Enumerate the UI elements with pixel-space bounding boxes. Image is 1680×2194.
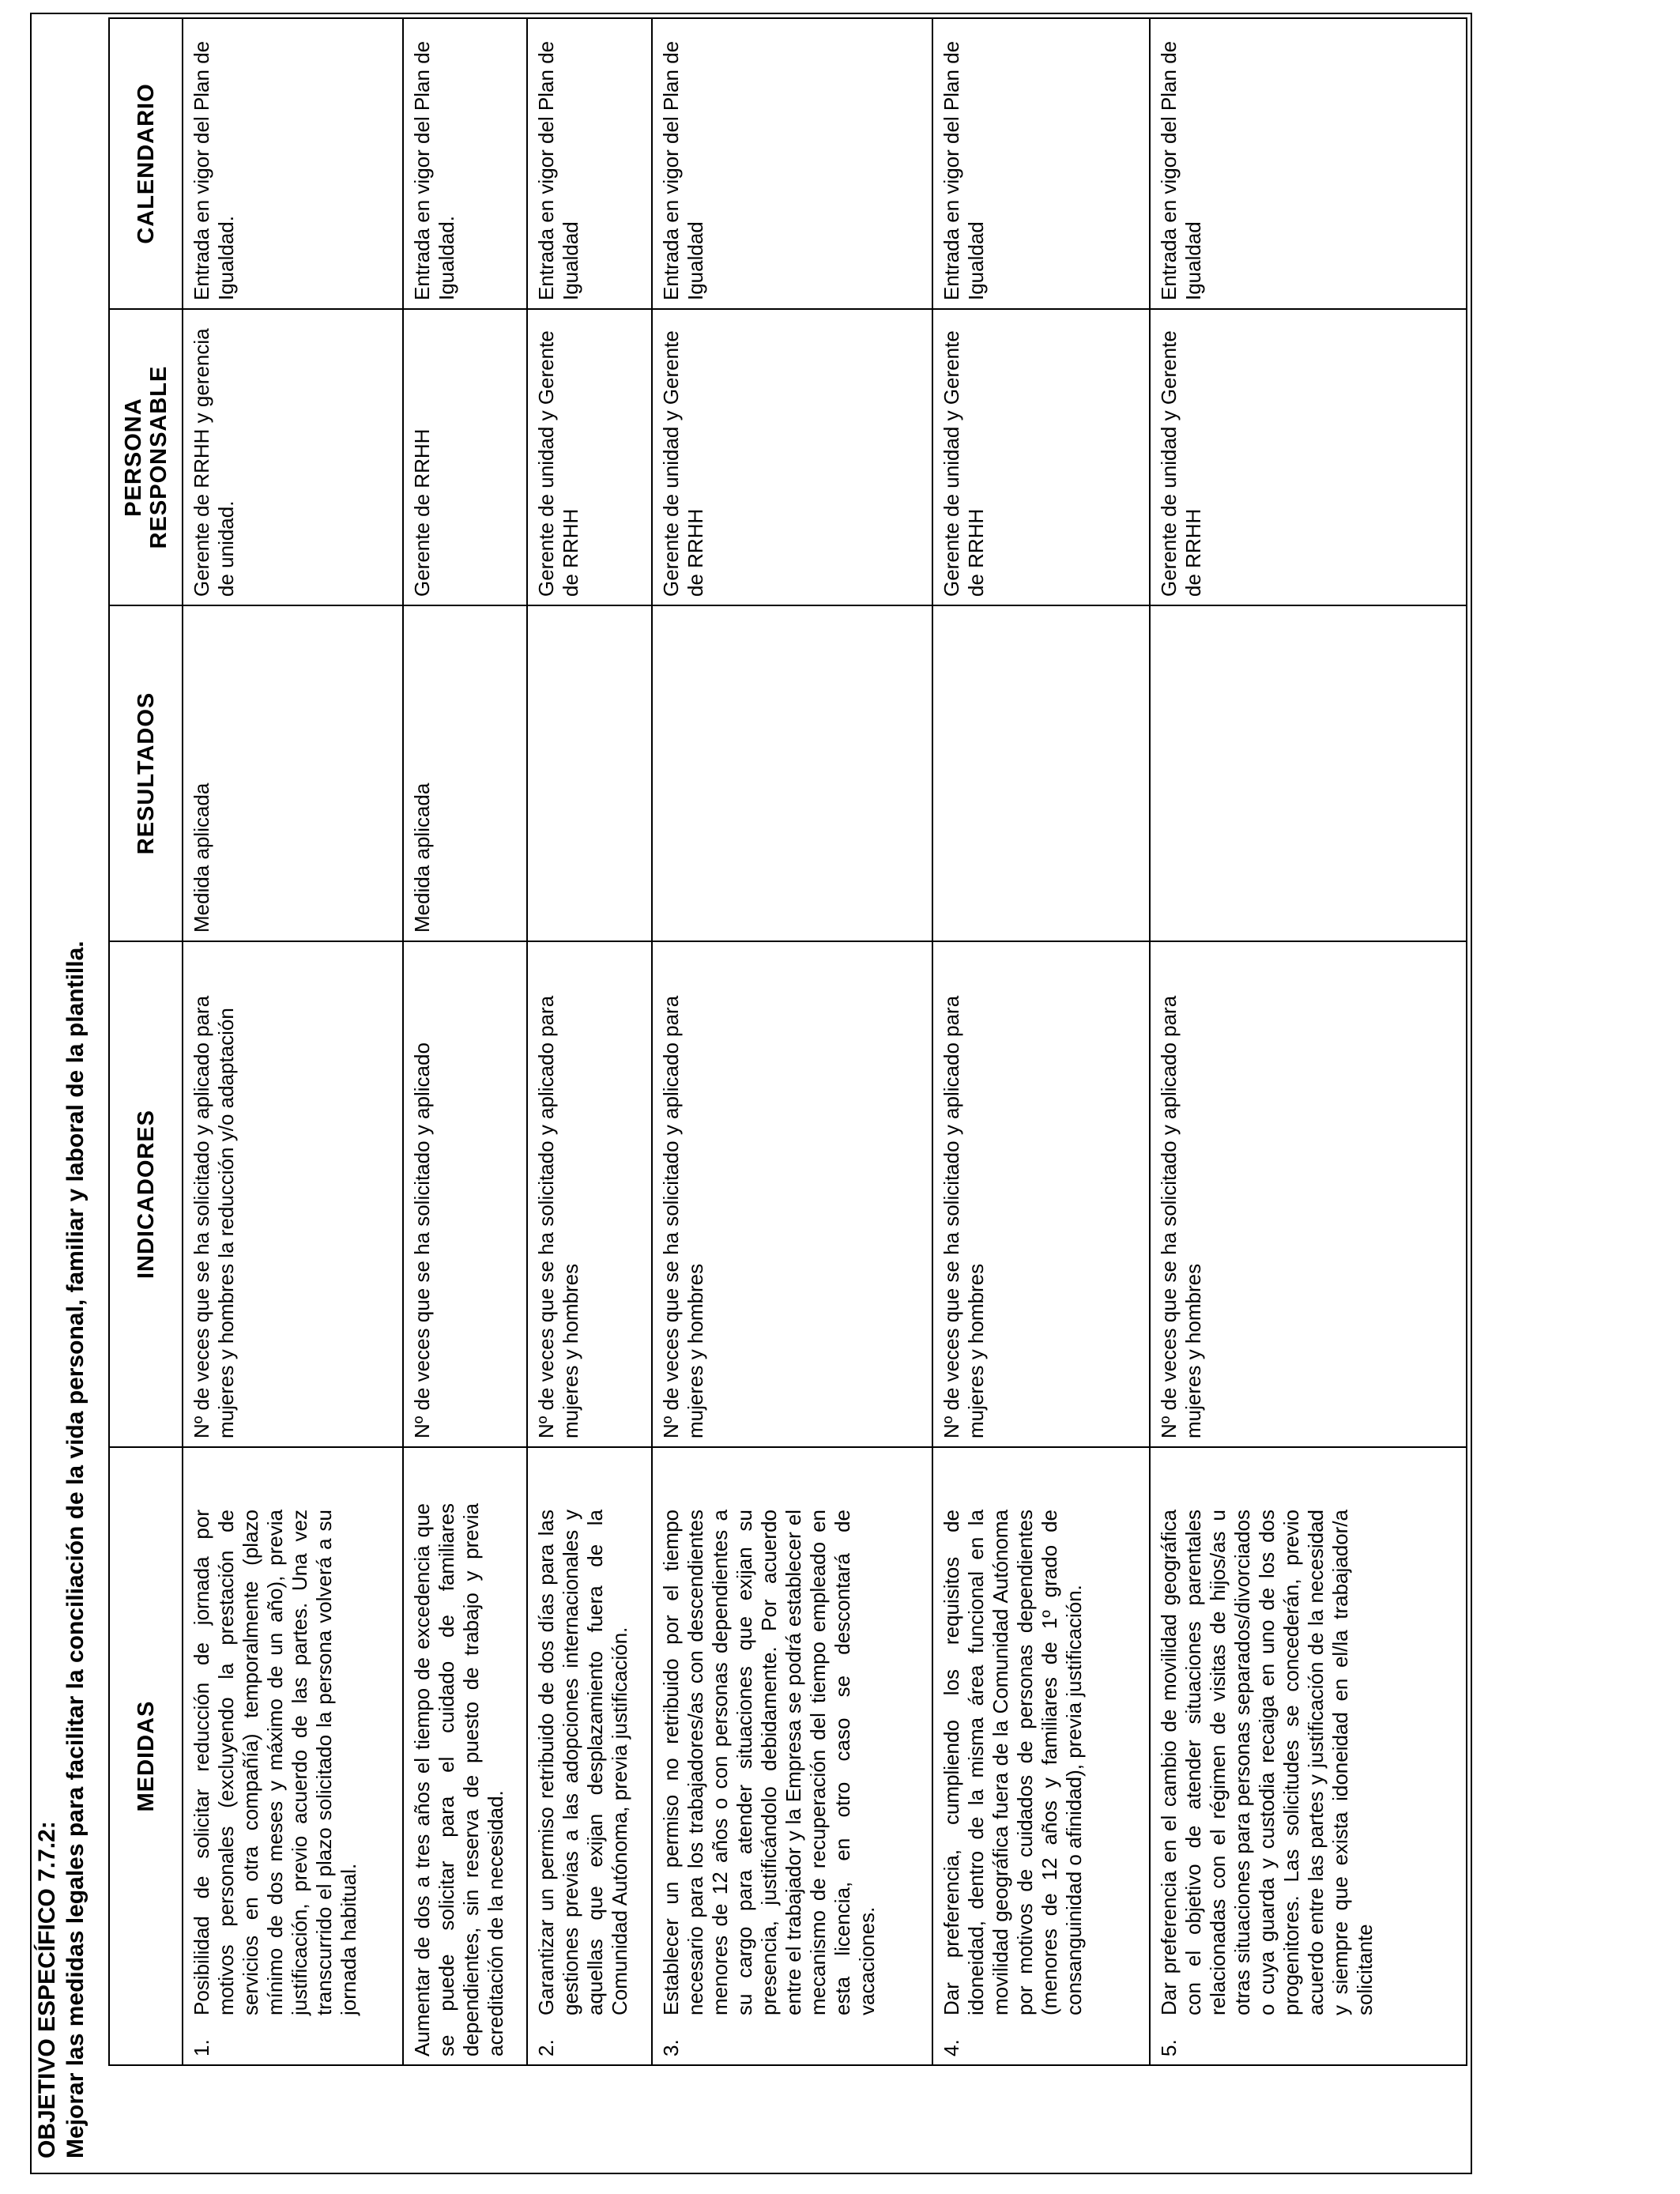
medida-cell	[183, 1447, 403, 2065]
indicador-cell: Nº de veces que se ha solicitado y aplicado para mujeres y hombres la reducción y/o adaptación	[183, 941, 403, 1447]
responsable-cell: Gerente de RRHH	[403, 309, 527, 605]
indicador-cell: Nº de veces que se ha solicitado y aplicado	[403, 941, 527, 1447]
table-header-row	[109, 18, 183, 2065]
medida-cell	[932, 1447, 1151, 2065]
resultado-cell	[527, 605, 651, 941]
calendario-cell: Entrada en vigor del Plan de Igualdad.	[403, 18, 527, 309]
resultado-cell	[932, 605, 1151, 941]
calendario-cell: Entrada en vigor del Plan de Igualdad.	[183, 18, 403, 309]
calendario-cell: Entrada en vigor del Plan de Igualdad	[1150, 18, 1467, 309]
responsable-cell: Gerente de unidad y Gerente de RRHH	[1150, 309, 1467, 605]
indicador-cell: Nº de veces que se ha solicitado y aplicado para mujeres y hombres	[932, 941, 1151, 1447]
table-row	[932, 18, 1151, 2065]
table-row	[652, 18, 932, 2065]
row-number: 5.	[1157, 2039, 1181, 2056]
medida-text: Dar preferencia, cumpliendo los requisitos de idoneidad, dentro de la misma área funcional en la movilidad geográfica fuera de la Comunidad Autónoma por motivos de cuidados de personas dependientes (menores de 12 años y familiares de 1º grado de consanguinidad o afinidad), previa justificación.	[939, 1510, 1086, 2015]
medida-text: Aumentar de dos a tres años el tiempo de excedencia que se puede solicitar para el cuidado de familiares dependientes, sin reserva de puesto de trabajo y previa acreditación de la necesidad.	[410, 1503, 508, 2056]
table-row	[527, 18, 651, 2065]
indicador-cell: Nº de veces que se ha solicitado y aplicado para mujeres y hombres	[652, 941, 932, 1447]
row-number: 3.	[658, 2039, 683, 2056]
responsable-cell: Gerente de unidad y Gerente de RRHH	[652, 309, 932, 605]
table-row	[1150, 18, 1467, 2065]
medida-text: Garantizar un permiso retribuido de dos días para las gestiones previas a las adopciones internacionales y aquellas que exijan desplazamiento fuera de la Comunidad Autónoma, previa justificación.	[534, 1510, 632, 2015]
calendario-cell: Entrada en vigor del Plan de Igualdad	[652, 18, 932, 309]
responsable-cell: Gerente de RRHH y gerencia de unidad.	[183, 309, 403, 605]
medida-text: Posibilidad de solicitar reducción de jornada por motivos personales (excluyendo la prestación de servicios en otra compañía) temporalmente (plazo mínimo de dos meses y máximo de un año), previa justificación, previo acuerdo de las partes. Una vez transcurrido el plazo solicitado la persona volverá a su jornada habitual.	[190, 1510, 361, 2015]
header-responsable: PERSONA RESPONSABLE	[109, 309, 183, 605]
calendario-cell: Entrada en vigor del Plan de Igualdad	[527, 18, 651, 309]
calendario-cell: Entrada en vigor del Plan de Igualdad	[932, 18, 1151, 309]
resultado-cell: Medida aplicada	[403, 605, 527, 941]
header-indicadores: INDICADORES	[109, 941, 183, 1447]
medida-cell	[1150, 1447, 1467, 2065]
row-number: 1.	[190, 2039, 214, 2056]
row-number: 2.	[534, 2039, 559, 2056]
table-row	[183, 18, 403, 2065]
header-medidas: MEDIDAS	[109, 1447, 183, 2065]
indicador-cell: Nº de veces que se ha solicitado y aplicado para mujeres y hombres	[527, 941, 651, 1447]
medida-text: Dar preferencia en el cambio de movilidad geográfica con el objetivo de atender situaciones parentales relacionadas con el régimen de visitas de hijos/as u otras situaciones para personas separados/divorciados o cuya guarda y custodia recaiga en uno de los dos progenitores. Las solicitudes se concederán, previo acuerdo entre las partes y justificación de la necesidad y siempre que exista idoneidad en el/la trabajador/a solicitante	[1157, 1510, 1377, 2015]
resultado-cell: Medida aplicada	[183, 605, 403, 941]
objective-heading	[33, 104, 90, 2158]
responsable-cell: Gerente de unidad y Gerente de RRHH	[932, 309, 1151, 605]
medida-cell	[527, 1447, 651, 2065]
row-number: 4.	[939, 2039, 963, 2056]
header-calendario: CALENDARIO	[109, 18, 183, 309]
resultado-cell	[652, 605, 932, 941]
table-row	[403, 18, 527, 2065]
header-resultados: RESULTADOS	[109, 605, 183, 941]
medida-text: Establecer un permiso no retribuido por el tiempo necesario para los trabajadores/as con descendientes menores de 12 años o con personas dependientes a su cargo para atender situaciones que exijan su presencia, justificándolo debidamente. Por acuerdo entre el trabajador y la Empresa se podrá establecer el mecanismo de recuperación del tiempo empleado en esta licencia, en otro caso se descontará de vacaciones.	[658, 1510, 879, 2015]
medida-cell	[403, 1447, 527, 2065]
medida-cell	[652, 1447, 932, 2065]
objective-subtitle: Mejorar las medidas legales para facilitar la conciliación de la vida personal, familiar y laboral de la plantilla.	[62, 941, 89, 2158]
resultado-cell	[1150, 605, 1467, 941]
objective-title: OBJETIVO ESPECÍFICO 7.7.2:	[34, 1821, 60, 2158]
indicador-cell: Nº de veces que se ha solicitado y aplicado para mujeres y hombres	[1150, 941, 1467, 1447]
measures-table	[108, 17, 1467, 2066]
responsable-cell: Gerente de unidad y Gerente de RRHH	[527, 309, 651, 605]
